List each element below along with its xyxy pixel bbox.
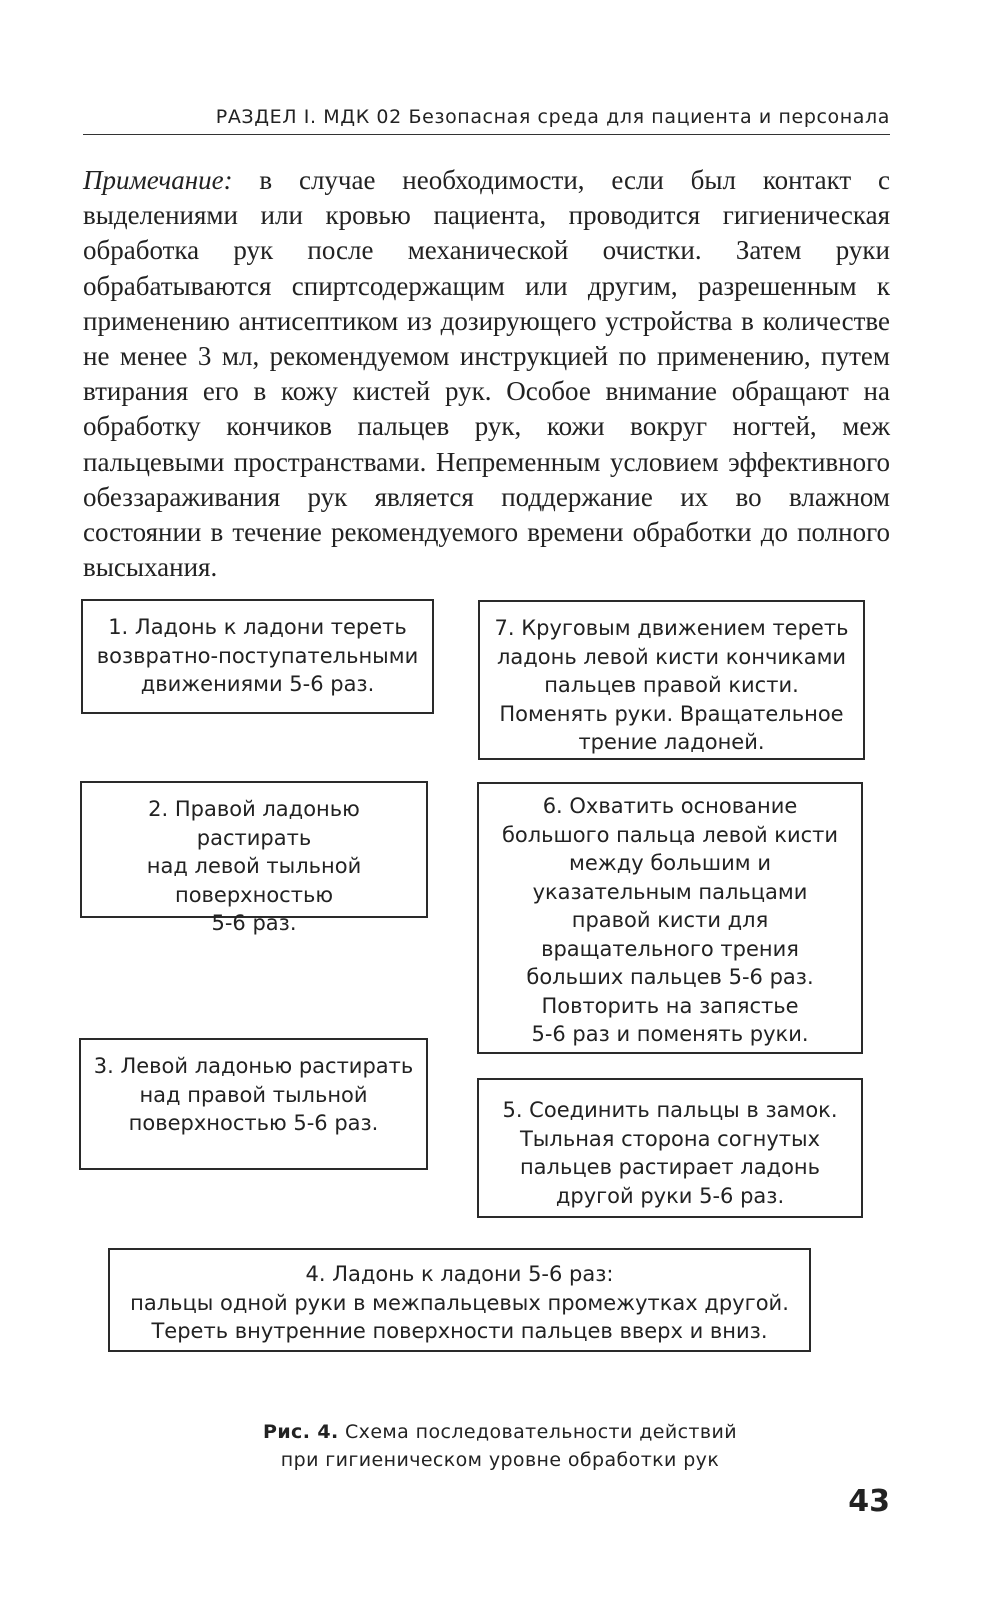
caption-line-1: [100, 1418, 900, 1446]
page-number: 43: [848, 1484, 890, 1519]
running-title: РАЗДЕЛ I. МДК 02 Безопасная среда для пациента и персонала: [215, 106, 890, 128]
step-3-box: 3. Левой ладонью растирать над правой тыльной поверхностью 5-6 раз.: [79, 1038, 428, 1170]
step-1-box: 1. Ладонь к ладони тереть возвратно-поступательными движениями 5-6 раз.: [81, 599, 434, 714]
step-7-box: 7. Круговым движением тереть ладонь левой кисти кончиками пальцев правой кисти. Поменять руки. Вращательное трение ладоней.: [478, 600, 865, 760]
figure-caption: [100, 1418, 900, 1474]
figure-label: Рис. 4.: [263, 1421, 339, 1443]
step-6-box: 6. Охватить основание большого пальца левой кисти между большим и указательным пальцами правой кисти для вращательного трения больших пальцев 5-6 раз. Повторить на запястье 5-6 раз и поменять руки.: [477, 782, 863, 1054]
running-header: [83, 100, 890, 135]
step-4-box: 4. Ладонь к ладони 5-6 раз: пальцы одной руки в межпальцевых промежутках другой. Тереть внутренние поверхности пальцев вверх и вниз.: [108, 1248, 811, 1352]
step-2-box: 2. Правой ладонью растирать над левой тыльной поверхностью 5-6 раз.: [80, 781, 428, 918]
caption-line-2: при гигиеническом уровне обработки рук: [280, 1449, 720, 1471]
caption-text-1: Схема последовательности действий: [338, 1421, 737, 1443]
note-paragraph: [83, 163, 890, 585]
note-label: Примечание:: [83, 165, 233, 195]
note-text: в случае необходимости, если был контакт с выделениями или кровью пациента, проводится гигиеническая обработка рук после механической очистки. Затем руки обрабатываются спиртсодержащим или другим, разрешенным к применению антисептиком из дозирующего устройства в количестве не менее 3 мл, рекомендуемом инструкцией по применению, путем втирания его в кожу кистей рук. Особое внимание обращают на обработку кончиков пальцев рук, кожи вокруг ногтей, меж пальцевыми пространствами. Непременным условием эффективного обеззараживания рук является поддержание их во влажном состоянии в течение рекомендуемого времени обработки до полного высыхания.: [83, 165, 890, 583]
step-5-box: 5. Соединить пальцы в замок. Тыльная сторона согнутых пальцев растирает ладонь другой руки 5-6 раз.: [477, 1078, 863, 1218]
